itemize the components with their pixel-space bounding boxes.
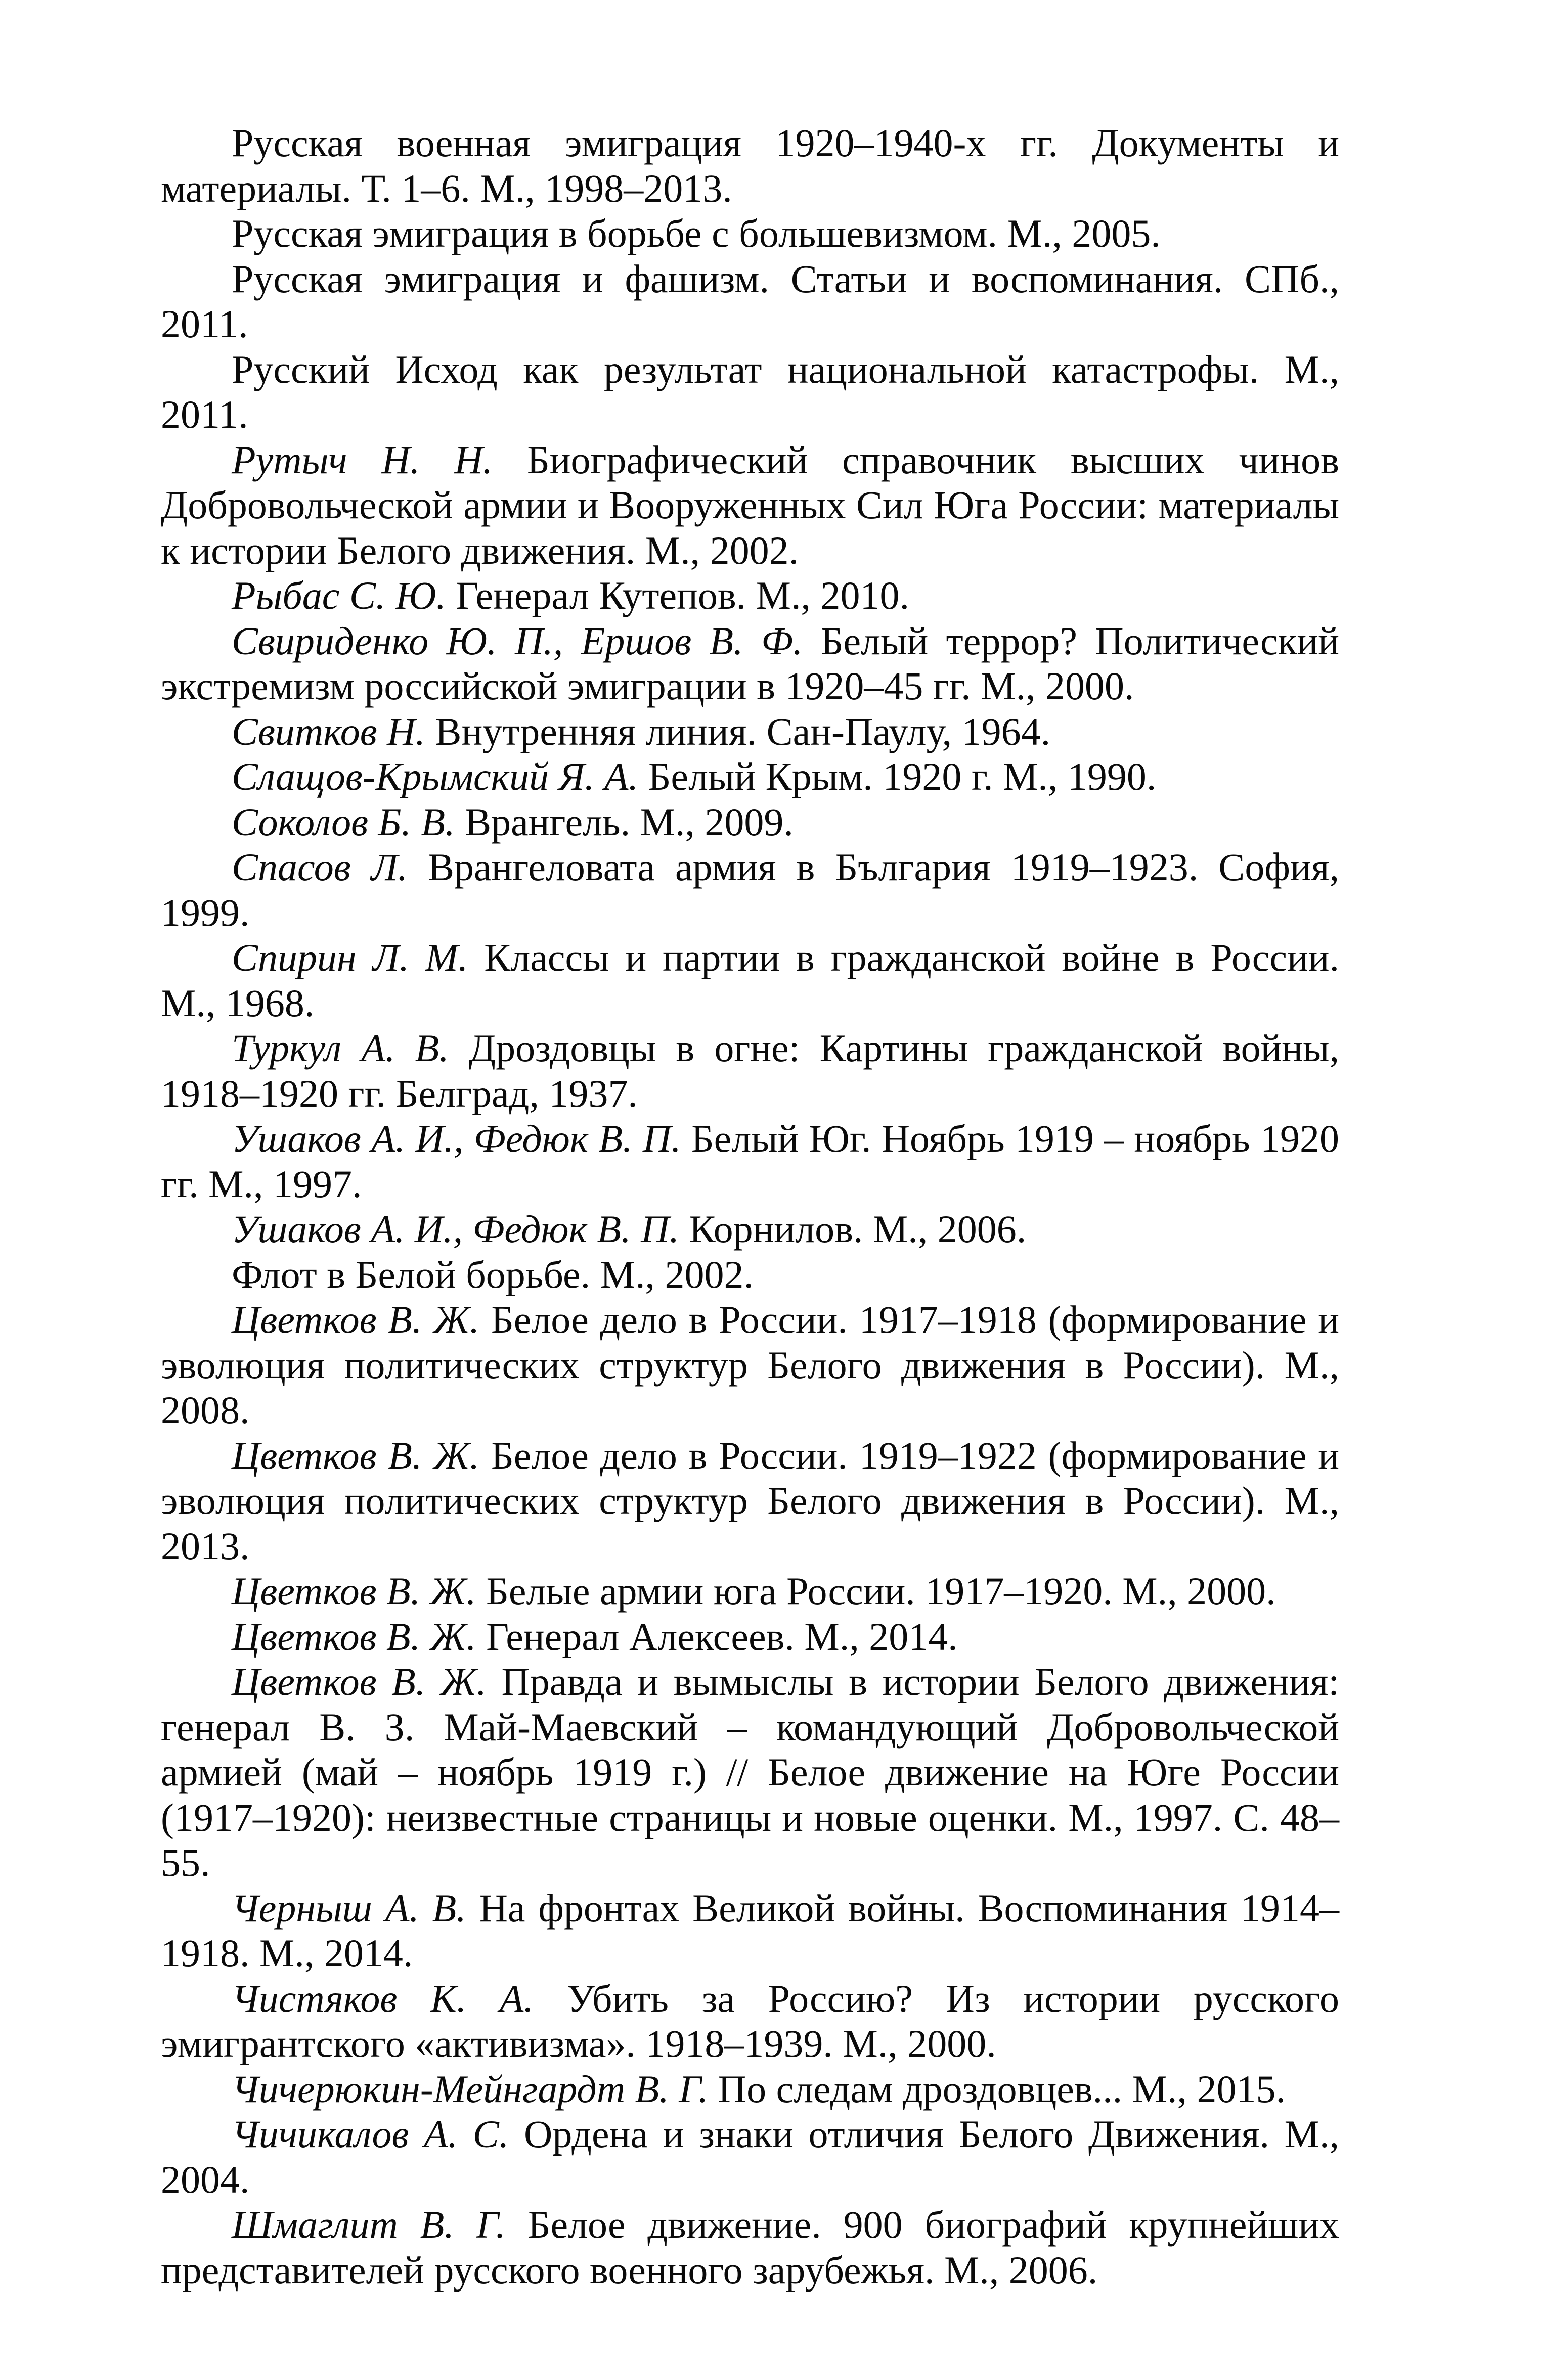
bibliography-entry [161,1297,1339,1433]
entry-text: Белый Крым. 1920 г. М., 1990. [638,754,1157,798]
entry-text: Врангеловата армия в България 1919–1923. София, 1999. [161,845,1339,934]
entry-text: Русская эмиграция и фашизм. Статьи и воспоминания. СПб., 2011. [161,256,1339,346]
entry-author: Слащов-Крымский Я. А. [232,754,639,798]
bibliography-entry [161,2067,1339,2112]
entry-author: Ушаков А. И., Федюк В. П. [232,1116,681,1160]
entry-author: Спирин Л. М. [232,935,468,979]
entry-author: Рутыч Н. Н. [232,437,493,482]
entry-author: Шмаглит В. Г. [232,2203,506,2247]
entry-text: Белый террор? Политический экстремизм российской эмиграции в 1920–45 гг. М., 2000. [161,618,1339,708]
entry-text: Биографический справочник высших чинов Добровольческой армии и Вооруженных Сил Юга России: материалы к истории Белого движения. М., 2002. [161,437,1339,572]
bibliography-entry [161,1614,1339,1659]
entry-author: Чичикалов А. С. [232,2112,509,2156]
entry-text: Убить за Россию? Из истории русского эмигрантского «активизма». 1918–1939. М., 2000. [161,1976,1339,2065]
bibliography-entry [161,709,1339,754]
bibliography-entry [161,2112,1339,2202]
entry-text: Генерал Алексеев. М., 2014. [476,1614,958,1658]
entry-text: Генерал Кутепов. М., 2010. [446,573,910,617]
bibliography-entry [161,2202,1339,2293]
entry-author: Соколов Б. В. [232,799,455,844]
bibliography-entry [161,935,1339,1025]
entry-author: Цветков В. Ж. [232,1569,476,1613]
bibliography-entry [161,1206,1339,1252]
bibliography-entry [161,799,1339,845]
entry-author: Туркул А. В. [232,1026,449,1070]
entry-text: Правда и вымыслы в истории Белого движения: генерал В. З. Май-Маевский – командующий Добровольческой армией (май – ноябрь 1919 г.) // Белое движение на Юге России (1917–1920): неизвестные страницы и новые оценки. М., 1997. С. 48–55. [161,1659,1339,1884]
entry-text: Русский Исход как результат национальной катастрофы. М., 2011. [161,347,1339,436]
bibliography-entry [161,844,1339,935]
entry-text: По следам дроздовцев... М., 2015. [708,2067,1286,2111]
entry-author: Чичерюкин-Мейнгардт В. Г. [232,2067,709,2111]
entry-text: Белое дело в России. 1917–1918 (формирование и эволюция политических структур Белого движения в России). М., 2008. [161,1297,1339,1432]
bibliography-entry [161,1116,1339,1206]
entry-text: Русская эмиграция в борьбе с большевизмом. М., 2005. [232,211,1161,255]
bibliography-entry [161,1568,1339,1614]
entry-author: Рыбас С. Ю. [232,573,446,617]
bibliography-entry [161,618,1339,709]
bibliography-entry [161,256,1339,347]
bibliography-entry [161,347,1339,437]
bibliography-entry [161,1252,1339,1297]
entry-text: Русская военная эмиграция 1920–1940-х гг. Документы и материалы. Т. 1–6. М., 1998–2013. [161,121,1339,210]
bibliography-entry [161,1433,1339,1569]
entry-author: Чистяков К. А. [232,1976,534,2020]
bibliography-entry [161,437,1339,573]
bibliography-list [161,120,1339,2293]
entry-author: Цветков В. Ж. [232,1614,476,1658]
entry-text: Корнилов. М., 2006. [679,1207,1027,1251]
entry-text: Ордена и знаки отличия Белого Движения. М., 2004. [161,2112,1339,2202]
entry-author: Цветков В. Ж. [232,1433,480,1477]
entry-author: Спасов Л. [232,845,408,889]
entry-text: Внутренняя линия. Сан-Паулу, 1964. [425,709,1051,753]
entry-text: Белый Юг. Ноябрь 1919 – ноябрь 1920 гг. М., 1997. [161,1116,1339,1206]
entry-author: Цветков В. Ж. [232,1297,480,1341]
entry-text: Белые армии юга России. 1917–1920. М., 2000. [476,1569,1276,1613]
bibliography-entry [161,1976,1339,2067]
bibliography-entry [161,573,1339,618]
entry-text: Белое движение. 900 биографий крупнейших представителей русского военного зарубежья. М., 2006. [161,2203,1339,2292]
bibliography-entry [161,754,1339,799]
entry-text: Белое дело в России. 1919–1922 (формирование и эволюция политических структур Белого движения в России). М., 2013. [161,1433,1339,1568]
bibliography-entry [161,120,1339,211]
entry-text: Врангель. М., 2009. [455,799,794,844]
bibliography-entry [161,1659,1339,1885]
bibliography-entry [161,1885,1339,1976]
entry-author: Свириденко Ю. П., Ершов В. Ф. [232,618,803,663]
entry-text: Дроздовцы в огне: Картины гражданской войны, 1918–1920 гг. Белград, 1937. [161,1026,1340,1115]
entry-text: Классы и партии в гражданской войне в России. М., 1968. [161,935,1339,1025]
entry-author: Ушаков А. И., Федюк В. П. [232,1207,680,1251]
entry-text: Флот в Белой борьбе. М., 2002. [232,1252,754,1296]
entry-author: Цветков В. Ж. [232,1659,487,1703]
bibliography-entry [161,211,1339,256]
entry-author: Свитков Н. [232,709,425,753]
entry-text: На фронтах Великой войны. Воспоминания 1914–1918. М., 2014. [161,1885,1339,1975]
entry-author: Черныш А. В. [232,1885,466,1930]
bibliography-entry [161,1025,1339,1116]
